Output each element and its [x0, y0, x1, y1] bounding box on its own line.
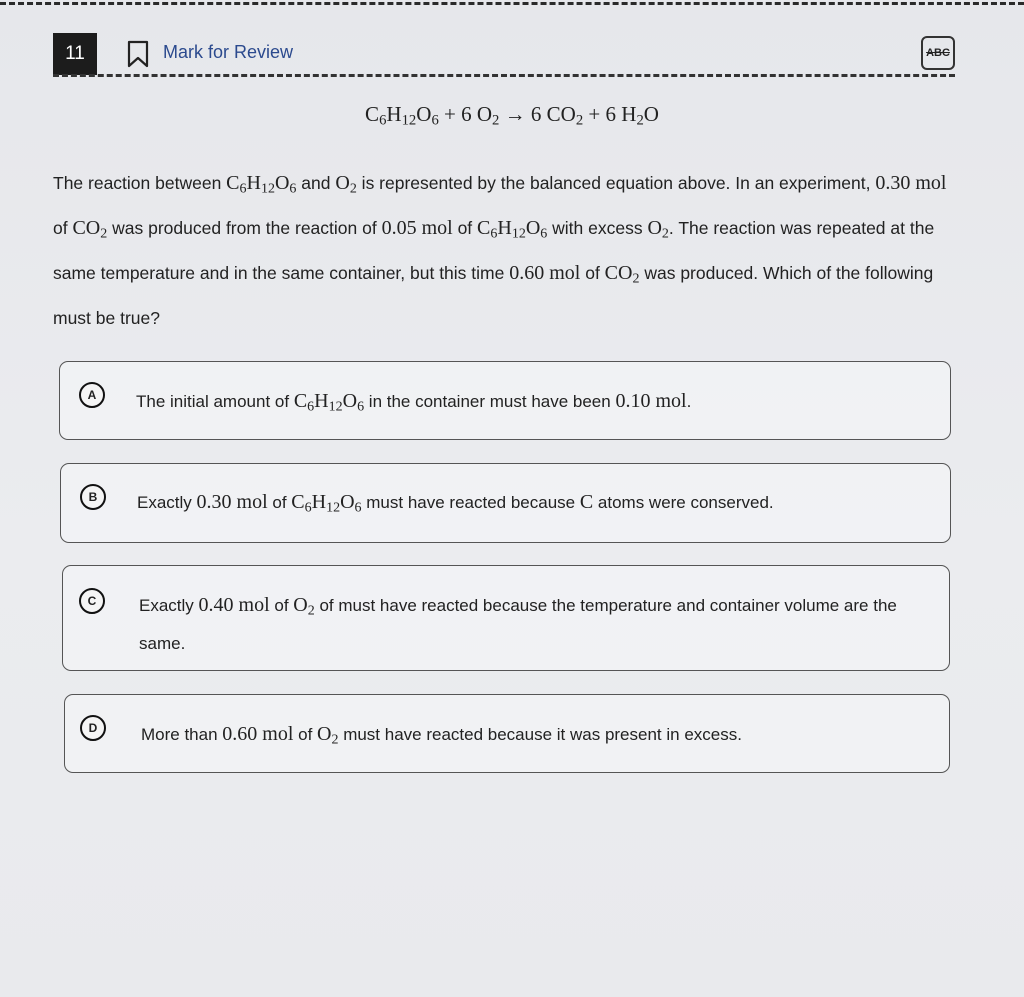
option-letter-a: A: [79, 382, 105, 408]
question-number: 11: [53, 33, 97, 75]
answer-option-c[interactable]: [62, 565, 950, 671]
chemical-equation: $C_6H_{12}O_6 + 6$ $O_2 \to 6$ $CO_2 + 6$ $H_2O$: [365, 102, 659, 129]
option-text-b: Exactly 0.30 mol of $C_6H_{12}O_6$ must have reacted because C atoms were conserved.: [137, 491, 774, 516]
question-stem: The reaction between $C_6H_{12}O_6$ and $O_2$ is represented by the balanced equation above. In an experiment, 0.30 mol of $CO_2$ was produced from the reaction of 0.05 mol of $C_6H_{12}O_6$ with excess $O_2$. The reaction was repeated at the same temperature and in the same container, but this time 0.60 mol of $CO_2$ was produced. Which of the following must be true?: [53, 172, 947, 328]
option-text-d: More than 0.60 mol of $O_2$ must have reacted because it was present in excess.: [141, 723, 742, 748]
abc-toggle-button[interactable]: [921, 36, 955, 70]
mark-for-review-button[interactable]: Mark for Review: [163, 42, 294, 62]
top-dashed-border: [0, 2, 1024, 5]
answer-option-b[interactable]: [60, 463, 951, 543]
bookmark-icon[interactable]: [126, 40, 150, 68]
abc-label: ABC: [926, 47, 950, 59]
option-text-c: Exactly 0.40 mol of $O_2$ of must have reacted because the temperature and container volume are the same.: [139, 594, 897, 653]
option-text-a: The initial amount of $C_6H_{12}O_6$ in the container must have been 0.10 mol.: [136, 390, 692, 415]
option-letter-c: C: [79, 588, 105, 614]
answer-option-a[interactable]: [59, 361, 951, 440]
option-letter-b: B: [80, 484, 106, 510]
answer-option-d[interactable]: [64, 694, 950, 773]
option-letter-d: D: [80, 715, 106, 741]
question-header: [53, 33, 955, 75]
header-divider: [53, 74, 955, 77]
